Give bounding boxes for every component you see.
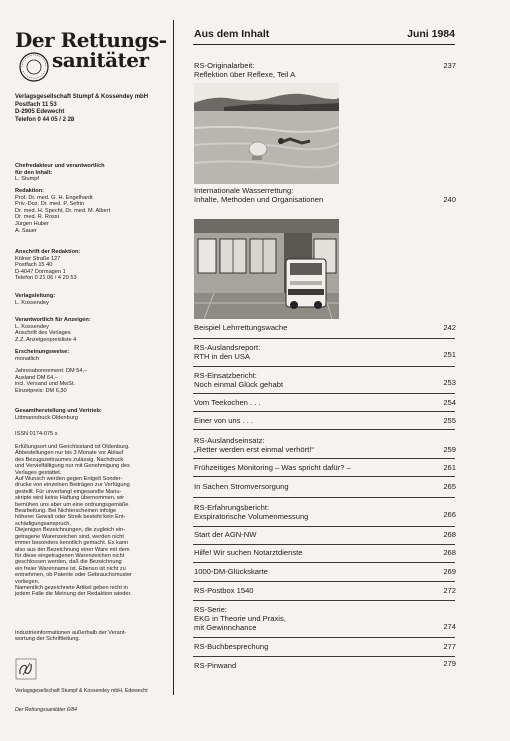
- toc-separator: [193, 526, 455, 527]
- toc-entry-line: Start der AGN-NW: [194, 530, 257, 539]
- toc-entry[interactable]: [194, 586, 456, 595]
- price-line: Einzelpreis: DM 6,30: [15, 387, 67, 394]
- publication-heading: Erscheinungsweise:: [15, 349, 70, 355]
- issn: ISSN 0174-075 x: [15, 431, 58, 437]
- toc-entry[interactable]: [194, 61, 456, 79]
- toc-entry-line: Einer von uns . . .: [194, 416, 254, 425]
- column-divider: [173, 20, 174, 695]
- legal-line: skripte wird keine Haftung übernommen, wir: [15, 495, 125, 502]
- production-heading: Gesamtherstellung und Vertrieb:: [15, 408, 102, 414]
- editorial-member: Jürgen Huber: [15, 220, 49, 227]
- toc-page-number: 259: [443, 445, 456, 454]
- toc-page-number: 279: [443, 659, 456, 668]
- editorial-block: [15, 188, 170, 234]
- masthead-line1: Der Rettungs-: [15, 28, 167, 52]
- legal-line: des Bezugszeitraumes zulässig. Nachdruck: [15, 456, 124, 463]
- toc-entry-line: Vom Teekochen . . .: [194, 398, 261, 407]
- toc-entry[interactable]: [194, 186, 456, 204]
- editor-in-chief-block: Chefredakteur und verantwortlich für den Inhalt: L. Stumpf: [15, 163, 170, 183]
- toc-entry-line: EKG in Theorie und Praxis,: [194, 614, 286, 623]
- legal-line: Erfüllungsort und Gerichtsstand ist Oldenburg.: [15, 444, 130, 450]
- production-line: Littmanndruck Oldenburg: [15, 414, 78, 421]
- legal-line: jedem Falle die Meinung der Redaktion wieder.: [15, 591, 132, 598]
- industry-note: [15, 630, 167, 643]
- toc-page-number: 240: [443, 195, 456, 204]
- toc-entry[interactable]: [194, 567, 456, 576]
- toc-page-number: 269: [443, 567, 456, 576]
- toc-separator: [193, 411, 455, 412]
- masthead-line2: sanitäter: [52, 48, 149, 72]
- toc-entry[interactable]: [194, 530, 456, 539]
- editorial-member: Prof. Dr. med. G. H. Engelhardt: [15, 194, 93, 201]
- header-rule: [193, 44, 455, 45]
- toc-separator: [193, 458, 455, 459]
- toc-entry[interactable]: [194, 371, 456, 389]
- toc-page-number: 261: [443, 463, 456, 472]
- toc-entry-line: RS-Serie:: [194, 605, 227, 614]
- ads-line: L. Kossendey: [15, 323, 49, 330]
- price-line: Jahresabonnement: DM 54,–: [15, 368, 88, 374]
- industry-line: wortung der Schriftleitung.: [15, 636, 80, 643]
- toc-page-number: 277: [443, 642, 456, 651]
- management-heading: Verlagsleitung:: [15, 293, 56, 299]
- price-line: Ausland DM 64,–: [15, 374, 58, 381]
- toc-entry-line: Beispiel Lehrrettungswache: [194, 323, 288, 332]
- rescue-station-photo: [194, 219, 339, 319]
- toc-entry-line: In Sachen Stromversorgung: [194, 482, 289, 491]
- legal-line: schädigungsanspruch.: [15, 520, 71, 527]
- toc-entry-line: Inhalte, Methoden und Organisationen: [194, 195, 324, 204]
- toc-separator: [193, 600, 455, 601]
- ads-line: Z.Z. Anzeigenpreisliste 4: [15, 336, 77, 343]
- toc-entry[interactable]: [194, 642, 456, 651]
- toc-entry[interactable]: [194, 463, 456, 472]
- management-name: L. Kossendey: [15, 299, 49, 306]
- toc-separator: [193, 497, 455, 498]
- industry-line: Industrieinformationen außerhalb der Verant-: [15, 630, 127, 636]
- publication-block: [15, 349, 170, 362]
- editor-in-chief-name: L. Stumpf: [15, 176, 39, 183]
- toc-entry-line: RS-Originalarbeit:: [194, 61, 255, 70]
- toc-entry-line: 1000-DM-Glückskarte: [194, 567, 268, 576]
- toc-entry-line: RS-Pinwand: [194, 661, 237, 670]
- toc-entry-line: RS-Auslandseinsatz:: [194, 436, 265, 445]
- toc-separator: [193, 562, 455, 563]
- legal-line: ein freier Warenname ist. Ebenso ist nicht zu: [15, 565, 126, 572]
- toc-entry[interactable]: [194, 398, 456, 407]
- toc-entry[interactable]: [194, 503, 456, 521]
- toc-separator: [193, 637, 455, 638]
- toc-entry-line: RS-Postbox 1540: [194, 586, 254, 595]
- legal-line: höherer Gewalt oder Streik besteht kein Ent-: [15, 514, 126, 521]
- address-line: Telefon 0 21 06 / 4 20 53: [15, 275, 77, 282]
- toc-entry[interactable]: [194, 482, 456, 491]
- toc-entry-line: Hilfe! Wir suchen Notarztdienste: [194, 548, 303, 557]
- publisher-line: Postfach 11 53: [15, 101, 57, 108]
- legal-line: für diese eingetragenen Warenzeichen nicht: [15, 552, 125, 559]
- legal-line: vorliegen.: [15, 578, 40, 585]
- publisher-imprint: Verlagsgesellschaft Stumpf & Kossendey mbH, Edewecht: [15, 688, 148, 694]
- editorial-member: Dr. med. H. Specht, Dr. med. M. Albert: [15, 207, 111, 214]
- toc-page-number: 265: [443, 482, 456, 491]
- ads-block: [15, 317, 170, 343]
- legal-block: [15, 444, 167, 598]
- toc-page-number: 268: [443, 530, 456, 539]
- legal-line: geschlossen werden, daß die Bezeichnung: [15, 559, 122, 566]
- issue-footer: Der Rettungssanitäter 6/84: [15, 707, 77, 713]
- management-block: [15, 293, 170, 306]
- toc-entry-line: RS-Einsatzbericht:: [194, 371, 257, 380]
- toc-separator: [193, 656, 455, 657]
- toc-entry-line: RS-Auslandsreport:: [194, 343, 261, 352]
- toc-entry[interactable]: [194, 661, 456, 670]
- toc-page-number: 274: [443, 622, 456, 631]
- toc-entry-line: Exspiratorische Volumenmessung: [194, 512, 309, 521]
- legal-line: Bearbeitung. Bei Nichterscheinen infolge: [15, 508, 117, 515]
- legal-line: also aus der Bezeichnung einer Ware mit dem: [15, 546, 130, 553]
- toc-entry-line: „Retter werden erst einmal verhört!“: [194, 445, 314, 454]
- toc-entry[interactable]: [194, 343, 456, 361]
- legal-line: Namentlich gezeichnete Artikel geben nicht in: [15, 584, 128, 591]
- toc-entry-line: mit Gewinnchance: [194, 623, 257, 632]
- price-line: incl. Versand und MwSt.: [15, 381, 76, 388]
- legal-line: Abbestellungen nur bis 3 Monate vor Ablauf: [15, 450, 124, 457]
- information-seal-icon: [17, 50, 51, 84]
- legal-line: getragene Warenzeichen sind, werden nicht: [15, 533, 124, 540]
- address-line: Kölner Straße 127: [15, 255, 61, 262]
- toc-separator: [193, 338, 455, 339]
- address-line: Postfach 15 40: [15, 262, 53, 269]
- toc-page-number: 251: [443, 350, 456, 359]
- toc-separator: [193, 581, 455, 582]
- toc-page-number: 237: [443, 61, 456, 70]
- toc-entry-line: Reflektion über Reflexe, Teil A: [194, 70, 296, 79]
- publisher-block: [15, 94, 165, 124]
- toc-entry-line: Internationale Wasserrettung:: [194, 186, 294, 195]
- toc-page-number: 255: [443, 416, 456, 425]
- toc-entry-line: Frühzeitiges Monitoring – Was spricht dafür? –: [194, 463, 351, 472]
- editorial-member: A. Sauer: [15, 227, 37, 234]
- toc-entry[interactable]: [194, 323, 456, 332]
- toc-entry-line: RS-Buchbesprechung: [194, 642, 269, 651]
- legal-line: immer besonders kenntlich gemacht. Es kann: [15, 540, 129, 547]
- legal-line: bemühen uns aber um eine ordnungsgemäße: [15, 501, 129, 508]
- toc-entry-line: RS-Erfahrungsbericht:: [194, 503, 270, 512]
- publication-frequency: monatlich: [15, 355, 39, 362]
- publisher-line: D-2905 Edewecht: [15, 109, 65, 116]
- toc-entry-line: Noch einmal Glück gehabt: [194, 380, 284, 389]
- toc-entry[interactable]: [194, 548, 456, 557]
- toc-entry[interactable]: [194, 605, 456, 632]
- publisher-line: Telefon 0 44 05 / 2 28: [15, 116, 75, 123]
- toc-heading: Aus dem Inhalt: [194, 28, 270, 40]
- toc-page-number: 253: [443, 378, 456, 387]
- publisher-line: Verlagsgesellschaft Stumpf & Kossendey mbH: [15, 94, 149, 100]
- editorial-address-block: [15, 249, 170, 282]
- toc-page-number: 272: [443, 586, 456, 595]
- legal-line: drucke von einzelnen Beiträgen zur Verfügung: [15, 482, 130, 489]
- toc-page-number: 268: [443, 548, 456, 557]
- publisher-logo-icon: [15, 658, 37, 680]
- prices-block: [15, 368, 170, 394]
- editorial-heading: Redaktion:: [15, 188, 44, 194]
- toc-entry[interactable]: [194, 416, 456, 425]
- issn-block: [15, 431, 170, 438]
- toc-separator: [193, 366, 455, 367]
- toc-entry-line: RTH in den USA: [194, 352, 250, 361]
- toc-page-number: 266: [443, 510, 456, 519]
- toc-separator: [193, 544, 455, 545]
- legal-line: entnehmen, ob Patente oder Gebrauchsmuster: [15, 572, 132, 579]
- toc-page-number: 242: [443, 323, 456, 332]
- editorial-member: Priv.-Doz. Dr. med. P. Sefrin: [15, 201, 85, 208]
- ads-heading: Verantwortlich für Anzeigen:: [15, 317, 91, 323]
- address-line: D-4047 Dormagen 1: [15, 268, 66, 275]
- editor-in-chief-heading: Chefredakteur und verantwortlich: [15, 163, 105, 169]
- toc-separator: [193, 393, 455, 394]
- water-rescue-photo: [194, 83, 339, 184]
- legal-line: Verlages gestattet.: [15, 469, 62, 476]
- editorial-member: Dr. med. R. Rossi: [15, 214, 59, 221]
- ads-line: Anschrift des Verlages: [15, 330, 71, 337]
- legal-line: Auf Wunsch werden gegen Entgelt Sonder-: [15, 476, 123, 483]
- production-block: [15, 408, 170, 421]
- legal-line: und Vervielfältigung nur mit Genehmigung des: [15, 463, 130, 470]
- toc-page-number: 254: [443, 398, 456, 407]
- toc-entry[interactable]: [194, 436, 456, 454]
- editorial-address-heading: Anschrift der Redaktion:: [15, 249, 81, 255]
- toc-separator: [193, 476, 455, 477]
- toc-separator: [193, 429, 455, 430]
- legal-line: Diejenigen Bezeichnungen, die zugleich ein-: [15, 527, 126, 534]
- issue-date: Juni 1984: [407, 28, 455, 40]
- legal-line: gestellt. Für unverlangt eingesandte Manu-: [15, 488, 122, 495]
